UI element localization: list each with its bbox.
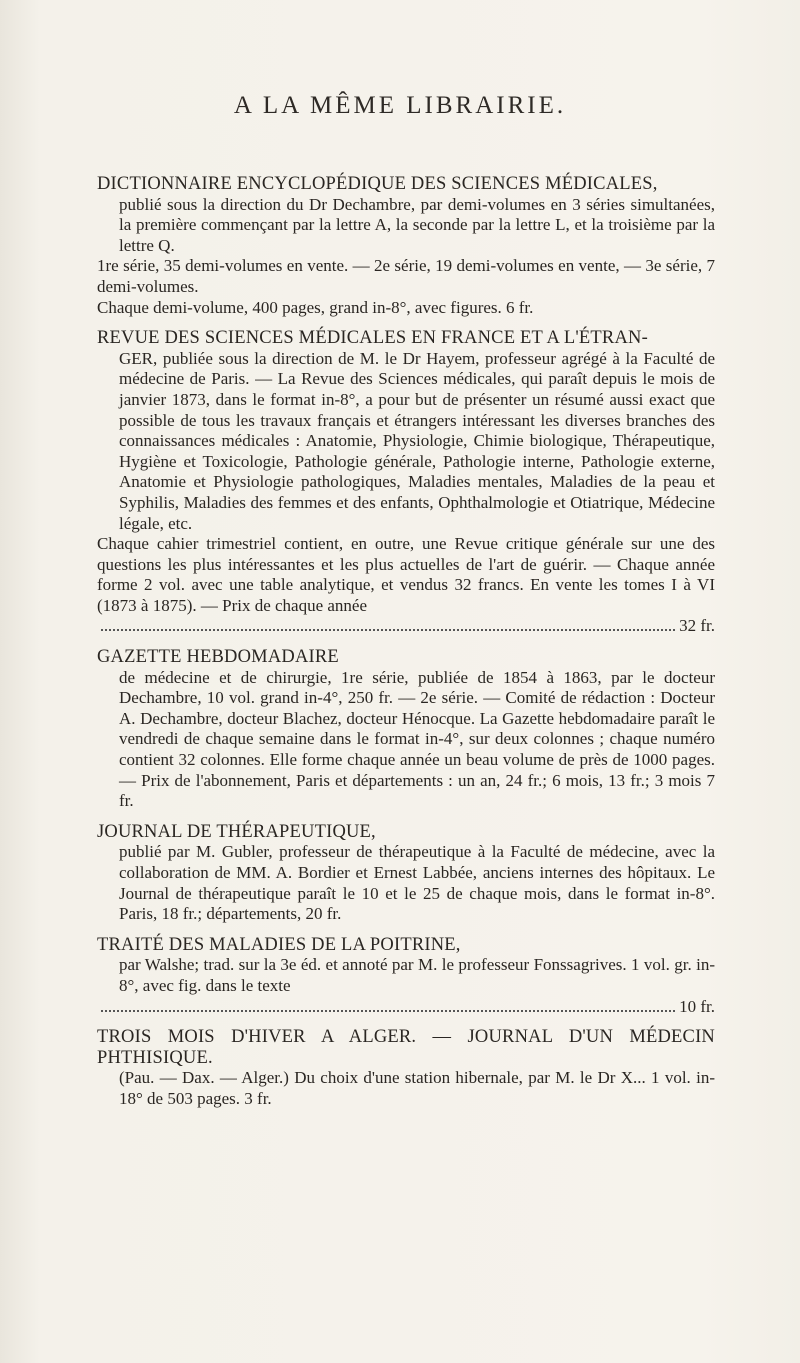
entry-text: 1re série, 35 demi-volumes en vente. — 2e série, 19 demi-volumes en vente, — 3e série, 7 demi-volumes. <box>97 256 715 296</box>
entry-body <box>97 668 715 812</box>
catalog-content <box>97 174 715 1120</box>
entry-revue <box>97 328 715 637</box>
entry-text: GER, publiée sous la direction de M. le Dr Hayem, professeur agrégé à la Faculté de médecine de Paris. — La Revue des Sciences médicales, qui paraît depuis le mois de janvier 1873, dans le format in-8°, a pour but de présenter un résumé aussi exact que possible de tous les travaux français et étrangers intéressant les diverses branches des connaissances médicales : Anatomie, Physiologie, Chimie biologique, Thérapeutique, Hygiène et Toxicologie, Pathologie générale, Pathologie interne, Pathologie externe, Anatomie et Physiologie pathologiques, Maladies mentales, Maladies de la peau et Syphilis, Maladies des femmes et des enfants, Ophthalmologie et Otiatrique, Médecine légale, etc. <box>119 348 715 533</box>
entry-body <box>97 195 715 257</box>
entry-body <box>97 1068 715 1109</box>
entry-gazette <box>97 647 715 812</box>
entry-text: publié par M. Gubler, professeur de thérapeutique à la Faculté de médecine, avec la collaboration de MM. A. Bordier et Ernest Labbée, anciens internes des hôpitaux. Le Journal de thérapeutique paraît le 10 et le 25 de chaque mois, dans le format in-8°. Paris, 18 fr.; départements, 20 fr. <box>119 842 715 924</box>
entry-traite <box>97 935 715 1017</box>
dot-leader <box>101 629 675 631</box>
entry-price: 32 fr. <box>679 616 715 636</box>
entry-text: Chaque cahier trimestriel contient, en outre, une Revue critique générale sur une des questions les plus intéressantes et les plus actuelles de l'art de guérir. — Chaque année forme 2 vol. avec une table analytique, et vendus 32 francs. En vente les tomes I à VI (1873 à 1875). — Prix de chaque année <box>97 534 715 615</box>
entry-title: REVUE DES SCIENCES MÉDICALES EN FRANCE ET A L'ÉTRAN- <box>97 328 648 349</box>
entry-body <box>97 955 715 996</box>
entry-title: DICTIONNAIRE ENCYCLOPÉDIQUE DES SCIENCES MÉDICALES, <box>97 174 658 194</box>
dot-leader <box>101 1010 675 1012</box>
entry-price-line <box>97 534 715 616</box>
entry-title: TRAITÉ DES MALADIES DE LA POITRINE, <box>97 934 461 955</box>
entry-trois-mois <box>97 1027 715 1109</box>
entry-journal <box>97 822 715 925</box>
entry-text: Chaque demi-volume, 400 pages, grand in-8°, avec figures. 6 fr. <box>97 297 534 317</box>
entry-price: 10 fr. <box>679 996 715 1016</box>
entry-price-row <box>97 616 715 637</box>
entry-title: GAZETTE HEBDOMADAIRE <box>97 647 339 668</box>
page-heading: A LA MÊME LIBRAIRIE. <box>233 92 567 119</box>
entry-text: par Walshe; trad. sur la 3e éd. et annoté par M. le professeur Fonssagrives. 1 vol. gr. in-8°, avec fig. dans le texte <box>119 955 715 995</box>
entry-dictionnaire <box>97 174 715 318</box>
entry-title: JOURNAL DE THÉRAPEUTIQUE, <box>97 821 376 842</box>
entry-price-row <box>97 997 715 1018</box>
entry-text: de médecine et de chirurgie, 1re série, publiée de 1854 à 1863, par le docteur Dechambre, 10 vol. grand in-4°, 250 fr. — 2e série. — Comité de rédaction : Docteur A. Dechambre, docteur Blachez, docteur Hénocque. La Gazette hebdomadaire paraît le vendredi de chaque semaine dans le format in-4°, sur deux colonnes ; chaque numéro contient 32 colonnes. Elle forme chaque année un beau volume de près de 1000 pages. — Prix de l'abonnement, Paris et départements : un an, 24 fr.; 6 mois, 13 fr.; 3 mois 7 fr. <box>119 667 715 811</box>
entry-body <box>97 349 715 534</box>
entry-title: TROIS MOIS D'HIVER A ALGER. — JOURNAL D'UN MÉDECIN PHTHISIQUE. <box>97 1027 715 1068</box>
entry-text: (Pau. — Dax. — Alger.) Du choix d'une station hibernale, par M. le Dr X... 1 vol. in-18° de 503 pages. 3 fr. <box>119 1068 715 1108</box>
entry-body <box>97 842 715 924</box>
entry-text: publié sous la direction du Dr Dechambre, par demi-volumes en 3 séries simultanées, la première commençant par la lettre A, la seconde par la lettre L, et la troisième par la lettre Q. <box>119 194 715 255</box>
